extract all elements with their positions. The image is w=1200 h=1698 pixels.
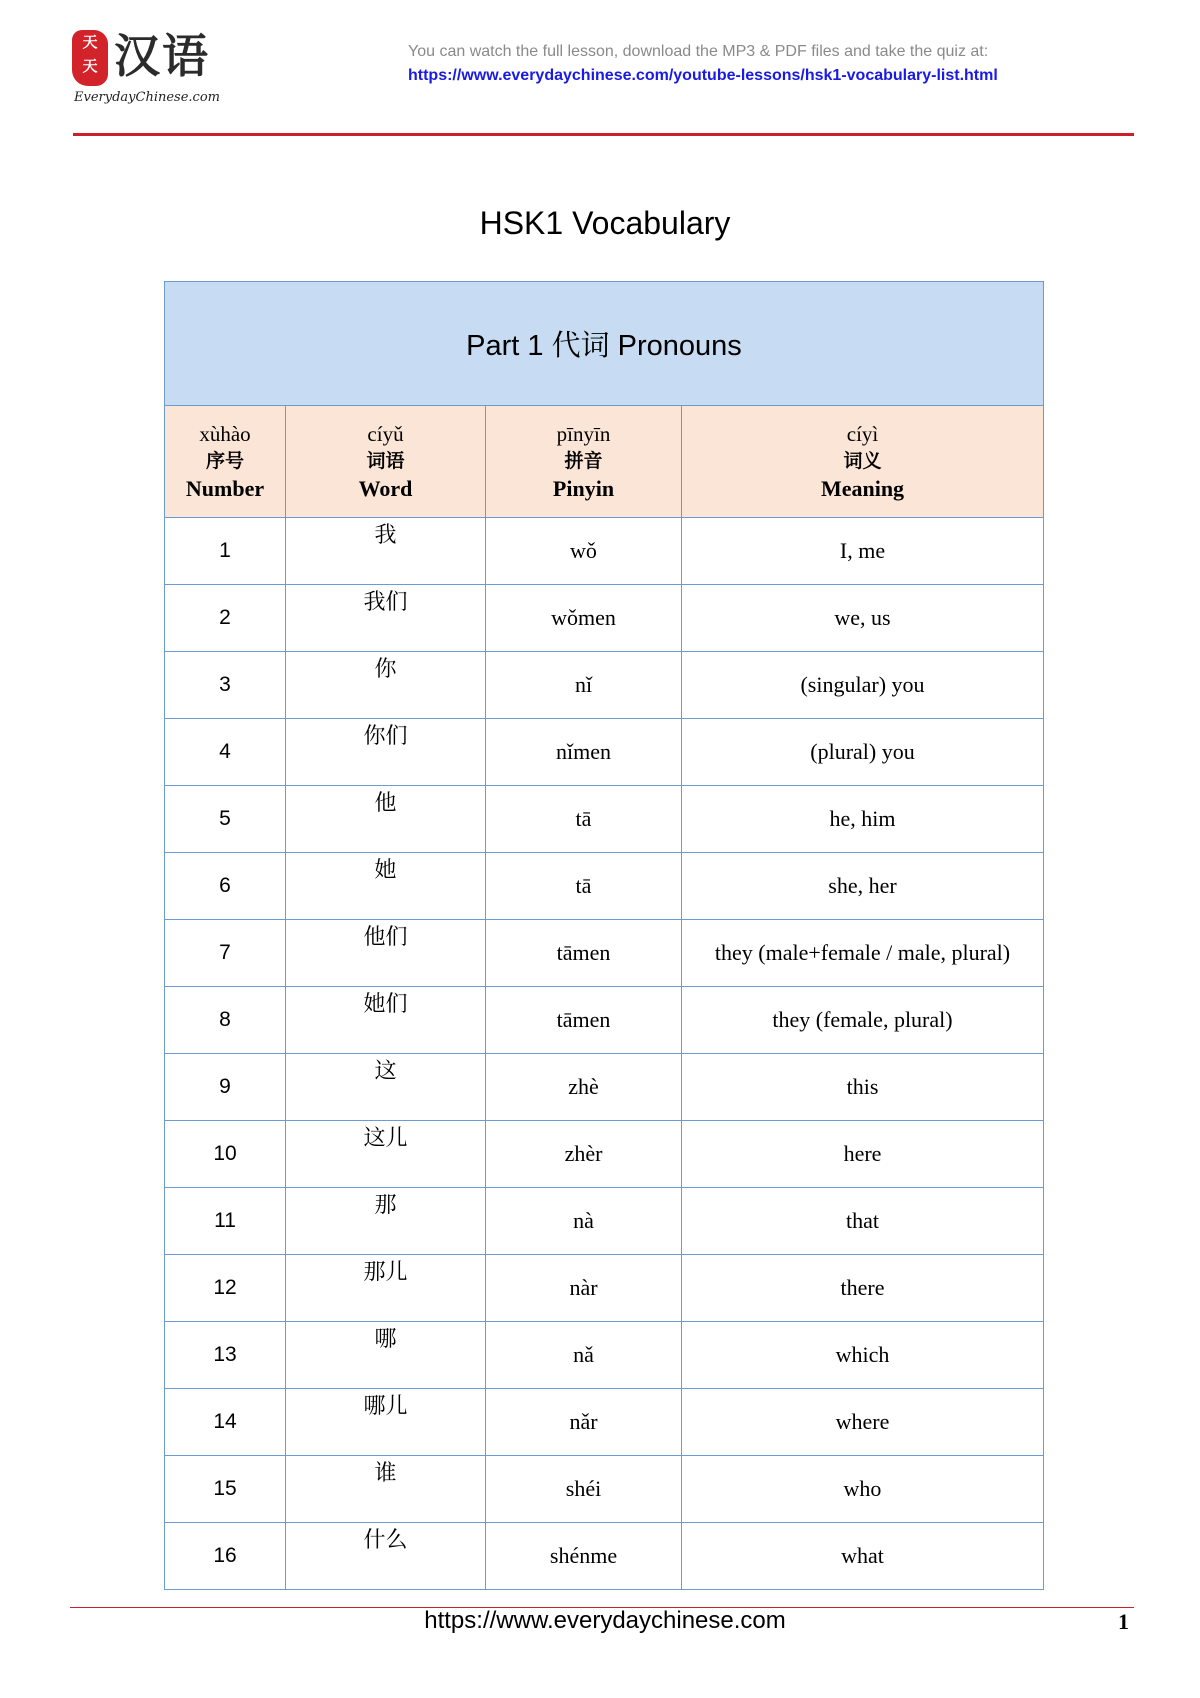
row-pinyin: tā bbox=[486, 853, 682, 920]
table-row bbox=[165, 652, 1044, 719]
row-word: 她们 bbox=[286, 987, 486, 1054]
row-pinyin: nàr bbox=[486, 1255, 682, 1322]
row-meaning: what bbox=[682, 1523, 1044, 1590]
row-pinyin: nǐmen bbox=[486, 719, 682, 786]
row-number: 15 bbox=[165, 1456, 286, 1523]
row-meaning: we, us bbox=[682, 585, 1044, 652]
row-meaning: (singular) you bbox=[682, 652, 1044, 719]
row-meaning: this bbox=[682, 1054, 1044, 1121]
logo-mark-char-1: 天 bbox=[82, 33, 98, 51]
row-meaning: he, him bbox=[682, 786, 1044, 853]
row-pinyin: tāmen bbox=[486, 987, 682, 1054]
row-number: 7 bbox=[165, 920, 286, 987]
column-header-pinyin-col bbox=[486, 406, 682, 518]
header-note-text: You can watch the full lesson, download the MP3 & PDF files and take the quiz at: bbox=[408, 43, 989, 60]
vocabulary-table bbox=[164, 281, 1044, 1590]
row-word: 你们 bbox=[286, 719, 486, 786]
row-number: 9 bbox=[165, 1054, 286, 1121]
column-header-pinyin: pīnyīn bbox=[556, 422, 611, 446]
column-header-number bbox=[165, 406, 286, 518]
table-row bbox=[165, 719, 1044, 786]
column-header-chinese: 拼音 bbox=[564, 451, 603, 472]
column-header-chinese: 词语 bbox=[366, 451, 405, 472]
row-word: 那儿 bbox=[286, 1255, 486, 1322]
table-row bbox=[165, 786, 1044, 853]
header-note bbox=[408, 40, 1128, 88]
logo-graphic bbox=[70, 26, 230, 88]
row-pinyin: zhèr bbox=[486, 1121, 682, 1188]
row-number: 3 bbox=[165, 652, 286, 719]
row-number: 4 bbox=[165, 719, 286, 786]
logo-mark bbox=[72, 30, 108, 86]
table-row bbox=[165, 1188, 1044, 1255]
row-pinyin: wǒmen bbox=[486, 585, 682, 652]
row-word: 什么 bbox=[286, 1523, 486, 1590]
table-row bbox=[165, 1255, 1044, 1322]
table-row bbox=[165, 1456, 1044, 1523]
column-header-english: Number bbox=[185, 476, 265, 501]
table-row bbox=[165, 987, 1044, 1054]
header-divider bbox=[73, 133, 1134, 136]
row-meaning: there bbox=[682, 1255, 1044, 1322]
row-pinyin: nà bbox=[486, 1188, 682, 1255]
table-row bbox=[165, 920, 1044, 987]
row-number: 16 bbox=[165, 1523, 286, 1590]
table-row bbox=[165, 853, 1044, 920]
row-pinyin: wǒ bbox=[486, 518, 682, 585]
column-header-chinese: 序号 bbox=[205, 451, 244, 472]
column-header-word bbox=[286, 406, 486, 518]
row-word: 那 bbox=[286, 1188, 486, 1255]
row-pinyin: tāmen bbox=[486, 920, 682, 987]
row-pinyin: tā bbox=[486, 786, 682, 853]
row-meaning: which bbox=[682, 1322, 1044, 1389]
row-pinyin: shénme bbox=[486, 1523, 682, 1590]
column-header-meaning bbox=[682, 406, 1044, 518]
row-word: 谁 bbox=[286, 1456, 486, 1523]
row-number: 5 bbox=[165, 786, 286, 853]
column-header-english: Pinyin bbox=[552, 476, 615, 501]
row-word: 他 bbox=[286, 786, 486, 853]
column-header-pinyin: xùhào bbox=[199, 422, 251, 446]
column-header-english: Meaning bbox=[820, 476, 905, 501]
row-meaning: that bbox=[682, 1188, 1044, 1255]
vocabulary-rows bbox=[165, 518, 1044, 1590]
row-word: 哪儿 bbox=[286, 1389, 486, 1456]
column-header-english: Word bbox=[358, 476, 413, 501]
footer-url[interactable]: https://www.everydaychinese.com bbox=[424, 1607, 786, 1634]
row-number: 6 bbox=[165, 853, 286, 920]
lesson-link[interactable]: https://www.everydaychinese.com/youtube-lessons/hsk1-vocabulary-list.html bbox=[408, 67, 998, 84]
table-row bbox=[165, 1389, 1044, 1456]
row-word: 哪 bbox=[286, 1322, 486, 1389]
page-title: HSK1 Vocabulary bbox=[479, 205, 731, 241]
page-number: 1 bbox=[1118, 1609, 1129, 1634]
table-row bbox=[165, 1523, 1044, 1590]
table-row bbox=[165, 1121, 1044, 1188]
row-number: 10 bbox=[165, 1121, 286, 1188]
row-meaning: they (female, plural) bbox=[682, 987, 1044, 1054]
row-word: 我们 bbox=[286, 585, 486, 652]
column-header-pinyin: cíyì bbox=[846, 422, 879, 446]
row-meaning: I, me bbox=[682, 518, 1044, 585]
row-pinyin: shéi bbox=[486, 1456, 682, 1523]
column-header-chinese: 词义 bbox=[843, 451, 882, 472]
row-word: 这儿 bbox=[286, 1121, 486, 1188]
row-number: 8 bbox=[165, 987, 286, 1054]
row-meaning: (plural) you bbox=[682, 719, 1044, 786]
row-number: 12 bbox=[165, 1255, 286, 1322]
row-word: 你 bbox=[286, 652, 486, 719]
row-number: 14 bbox=[165, 1389, 286, 1456]
logo-subtitle: EverydayChinese.com bbox=[74, 90, 220, 105]
row-meaning: who bbox=[682, 1456, 1044, 1523]
column-header-pinyin: cíyǔ bbox=[367, 422, 404, 446]
row-number: 11 bbox=[165, 1188, 286, 1255]
row-word: 我 bbox=[286, 518, 486, 585]
row-pinyin: nǎr bbox=[486, 1389, 682, 1456]
part-title: Part 1 代词 Pronouns bbox=[165, 282, 1044, 406]
row-pinyin: zhè bbox=[486, 1054, 682, 1121]
table-row bbox=[165, 518, 1044, 585]
row-word: 她 bbox=[286, 853, 486, 920]
row-word: 他们 bbox=[286, 920, 486, 987]
row-number: 1 bbox=[165, 518, 286, 585]
logo-han: 汉语 bbox=[114, 29, 210, 83]
row-pinyin: nǐ bbox=[486, 652, 682, 719]
logo bbox=[70, 26, 240, 112]
row-number: 13 bbox=[165, 1322, 286, 1389]
row-meaning: they (male+female / male, plural) bbox=[682, 920, 1044, 987]
table-row bbox=[165, 585, 1044, 652]
row-word: 这 bbox=[286, 1054, 486, 1121]
table-header-row bbox=[165, 406, 1044, 518]
table-row bbox=[165, 1054, 1044, 1121]
row-number: 2 bbox=[165, 585, 286, 652]
table-row bbox=[165, 1322, 1044, 1389]
part-title-row bbox=[165, 282, 1044, 406]
row-pinyin: nǎ bbox=[486, 1322, 682, 1389]
row-meaning: where bbox=[682, 1389, 1044, 1456]
logo-mark-char-2: 天 bbox=[82, 57, 98, 75]
row-meaning: here bbox=[682, 1121, 1044, 1188]
row-meaning: she, her bbox=[682, 853, 1044, 920]
